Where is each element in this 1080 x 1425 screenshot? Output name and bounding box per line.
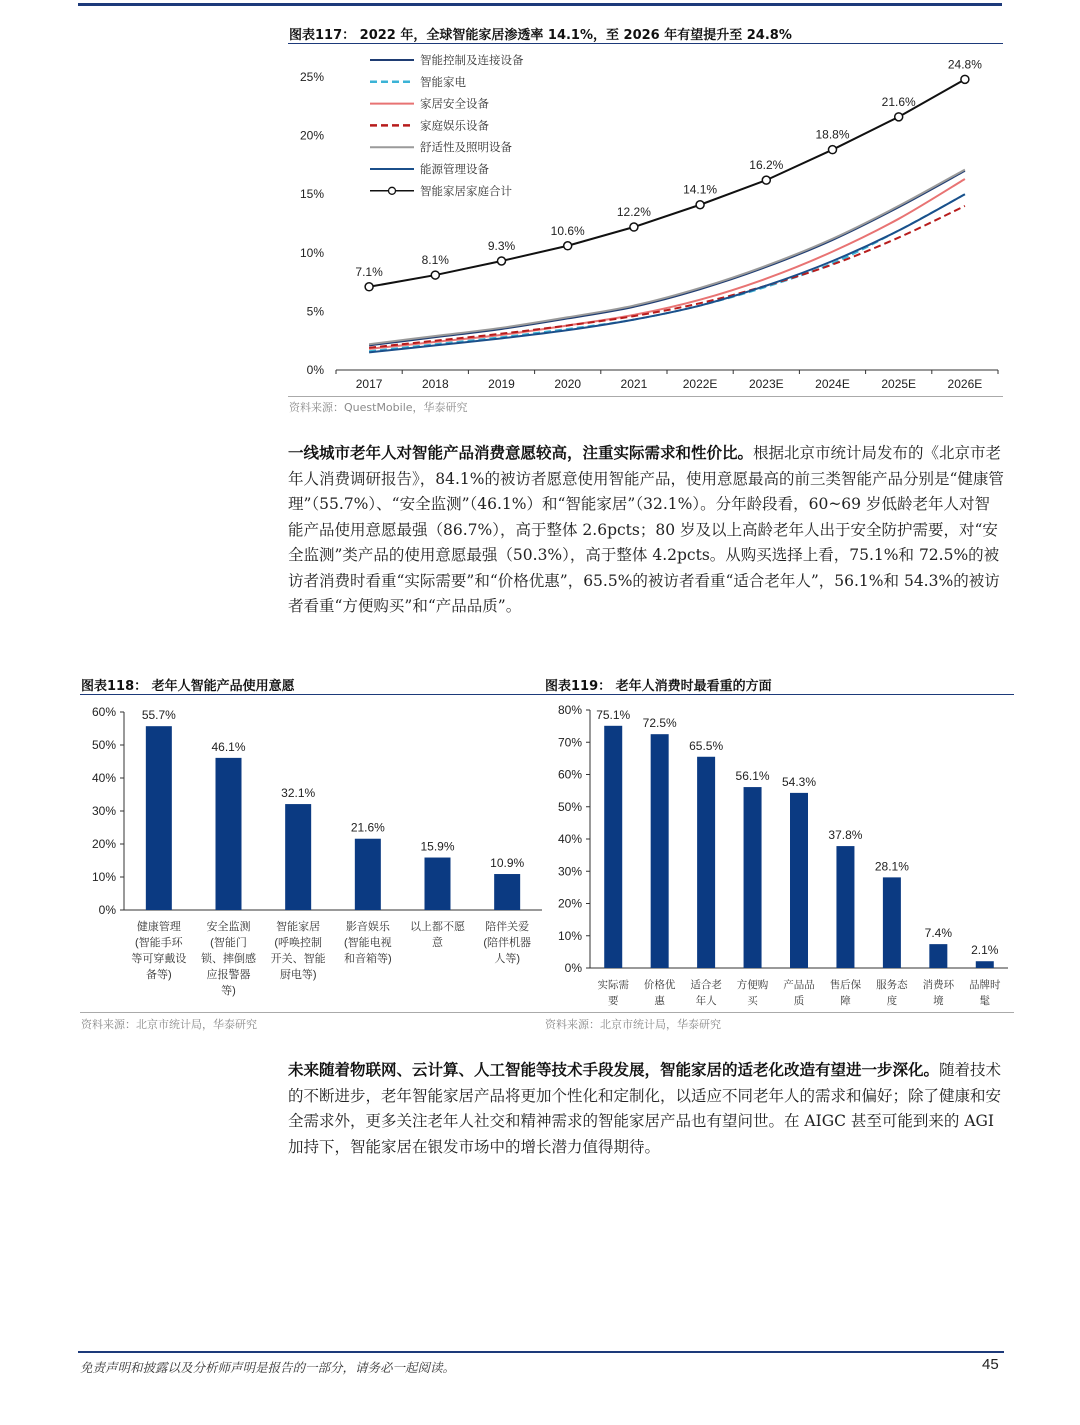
category-label: (呼唤控制 [274, 937, 323, 949]
paragraph1-body: 根据北京市统计局发布的《北京市老年人消费调研报告》，84.1%的被访者愿意使用智能产品，使用意愿最高的前三类智能产品分别是“健康管理”（55.7%）、“安全监测”（46.1%）和“智能家居”（32.1%）。分年龄段看，60~69 岁低龄老年人对智能产品使用意愿最强（86.7%），高于整体 2.6pcts；80 岁及以上高龄老年人出于安全防护需要，对“安全监测”类产品的使用意愿最强（50.3%），高于整体 4.2pcts。从购买选择上看，75.1%和 72.5%的被访者消费时看重“实际需要”和“价格优惠”，65.5%的被访者看重“适合老年人”，56.1%和 54.3%的被访者看重“方便购买”和“产品品质”。 [288, 444, 1004, 615]
category-label: 陪伴关爱 [485, 921, 530, 933]
category-label: 售后保 [829, 979, 862, 991]
fig117-source: 资料来源：QuestMobile，华泰研究 [289, 401, 468, 414]
y-tick-label: 60% [91, 705, 116, 719]
series-line-2 [369, 179, 965, 349]
bar [744, 787, 762, 968]
data-label-total: 12.2% [616, 205, 651, 220]
data-label-total: 21.6% [881, 94, 916, 109]
category-label: 惠 [654, 995, 665, 1007]
legend-label: 智能控制及连接设备 [420, 55, 524, 67]
category-label: 度 [886, 995, 898, 1007]
category-label: 髦 [979, 995, 991, 1007]
fig119-title-rule [544, 694, 1014, 695]
bar [146, 726, 172, 910]
y-tick-label: 15% [299, 187, 324, 202]
data-point-total [961, 75, 969, 83]
x-tick-label: 2019 [488, 377, 515, 391]
bar-value-label: 72.5% [642, 716, 677, 731]
category-label: (智能手环 [134, 937, 183, 949]
data-point-total [630, 223, 638, 231]
data-point-total [431, 271, 439, 279]
bar [836, 846, 854, 968]
y-tick-label: 10% [91, 870, 116, 884]
bar-chart-smart-product-willingness [80, 696, 551, 1012]
data-point-total [498, 257, 506, 265]
data-point-total [762, 176, 770, 184]
data-point-total [895, 113, 903, 121]
paragraph2-body: 随着技术的不断进步，老年智能家居产品将更加个性化和定制化，以适应不同老年人的需求和偏好；除了健康和安全需求外，更多关注老年人社交和精神需求的智能家居产品也有望问世。在 AIGC 甚至可能到来的 AGI 加持下，智能家居在银发市场中的增长潜力值得期待。 [288, 1061, 1002, 1156]
bar [604, 726, 622, 968]
x-tick-label: 2020 [554, 377, 582, 391]
bar [355, 839, 381, 910]
data-point-total [365, 283, 373, 291]
category-label: 要 [607, 995, 619, 1007]
data-label-total: 8.1% [421, 253, 449, 268]
category-label: 备等) [145, 969, 172, 981]
category-label: 和音箱等) [343, 953, 392, 965]
bar-value-label: 32.1% [281, 786, 316, 801]
page-number: 45 [982, 1356, 999, 1373]
paragraph1-lead: 一线城市老年人对智能产品消费意愿较高，注重实际需求和性价比。 [288, 443, 754, 462]
category-label: (智能门 [210, 937, 247, 949]
y-tick-label: 5% [306, 304, 324, 319]
x-tick-label: 2025E [881, 377, 917, 391]
data-point-total [829, 146, 837, 154]
header-rule [78, 3, 1002, 6]
category-label: 等) [221, 985, 236, 997]
bar [285, 804, 311, 910]
bar [883, 877, 901, 968]
bar-value-label: 65.5% [689, 738, 724, 753]
category-label: 价格优 [643, 979, 676, 991]
data-label-total: 9.3% [487, 239, 516, 254]
data-point-total [564, 242, 572, 250]
y-tick-label: 80% [557, 703, 582, 717]
bar [976, 961, 994, 968]
category-label: 智能家居 [276, 921, 321, 933]
bar-value-label: 15.9% [420, 839, 455, 854]
category-label: 消费环 [922, 979, 955, 991]
legend-label: 智能家居家庭合计 [420, 185, 512, 198]
category-label: 意 [432, 937, 443, 949]
data-label-total: 10.6% [550, 223, 585, 238]
category-label: 人等) [494, 953, 521, 965]
data-label-total: 16.2% [749, 158, 784, 173]
category-label: 安全监测 [206, 921, 251, 933]
category-label: (陪伴机器 [483, 937, 532, 949]
category-label: 开关、智能 [270, 953, 326, 965]
x-tick-label: 2017 [355, 377, 383, 391]
category-label: 锁、摔倒感 [201, 953, 256, 965]
y-tick-label: 30% [557, 864, 582, 879]
category-label: 厨电等) [279, 969, 317, 981]
bar-value-label: 75.1% [596, 707, 631, 722]
bar-value-label: 37.8% [828, 828, 863, 843]
category-label: 买 [747, 995, 758, 1007]
x-tick-label: 2021 [620, 377, 648, 391]
bar-value-label: 21.6% [350, 820, 385, 835]
paragraph-consumption-willingness [288, 440, 1004, 620]
bar [697, 757, 715, 968]
bar-value-label: 2.1% [971, 943, 999, 958]
category-label: 应报警器 [206, 969, 251, 981]
legend-marker [389, 187, 396, 194]
fig118-bottom-rule [80, 1012, 551, 1013]
x-tick-label: 2022E [682, 377, 718, 391]
y-tick-label: 60% [557, 767, 582, 782]
fig117-bottom-rule [288, 396, 1003, 397]
y-tick-label: 40% [91, 771, 116, 785]
bar [216, 758, 242, 910]
footer-rule [78, 1351, 1004, 1353]
bar-value-label: 28.1% [874, 859, 909, 874]
y-tick-label: 70% [557, 735, 582, 750]
category-label: 实际需 [597, 979, 629, 991]
data-label-total: 14.1% [683, 182, 718, 197]
fig119-bottom-rule [544, 1012, 1014, 1013]
x-tick-label: 2024E [815, 377, 850, 391]
fig119-title: 图表119： 老年人消费时最看重的方面 [545, 679, 772, 694]
bar-value-label: 7.4% [924, 926, 953, 941]
paragraph-aging-adaptation [288, 1057, 1004, 1160]
category-label: 服务态 [876, 979, 908, 991]
legend-label: 智能家电 [420, 76, 466, 89]
y-tick-label: 0% [98, 903, 116, 917]
y-tick-label: 20% [299, 128, 324, 143]
category-label: 品牌时 [969, 979, 1001, 991]
fig118-title-rule [80, 694, 551, 695]
bar [494, 874, 520, 910]
category-label: 方便购 [736, 979, 769, 991]
legend-label: 舒适性及照明设备 [420, 142, 512, 155]
bar-value-label: 10.9% [490, 856, 525, 871]
y-tick-label: 0% [564, 961, 582, 975]
data-label-total: 18.8% [815, 127, 850, 142]
series-line-3 [369, 206, 965, 348]
bar-value-label: 46.1% [211, 739, 246, 754]
bar-value-label: 56.1% [735, 769, 770, 784]
category-label: 健康管理 [136, 921, 181, 933]
y-tick-label: 10% [299, 245, 324, 260]
data-point-total [696, 201, 704, 209]
bar [651, 734, 669, 968]
category-label: (智能电视 [343, 937, 392, 949]
category-label: 障 [840, 995, 851, 1007]
category-label: 年人 [695, 995, 717, 1007]
y-tick-label: 50% [557, 799, 582, 814]
x-tick-label: 2018 [421, 377, 449, 391]
line-chart-smart-home-penetration [288, 44, 1004, 396]
fig118-title: 图表118： 老年人智能产品使用意愿 [81, 679, 295, 694]
category-label: 产品品 [783, 979, 815, 991]
bar-value-label: 55.7% [141, 708, 176, 723]
y-tick-label: 50% [91, 738, 116, 752]
legend-label: 家庭娱乐设备 [420, 120, 489, 133]
legend-label: 家居安全设备 [420, 98, 489, 111]
data-label-total: 7.1% [355, 264, 383, 279]
y-tick-label: 25% [299, 70, 324, 84]
fig119-source: 资料来源：北京市统计局，华泰研究 [545, 1018, 721, 1031]
paragraph2-lead: 未来随着物联网、云计算、人工智能等技术手段发展，智能家居的适老化改造有望进一步深化。 [288, 1060, 940, 1079]
legend-label: 能源管理设备 [420, 164, 489, 176]
bar-value-label: 54.3% [781, 774, 817, 789]
bar [790, 793, 808, 968]
x-tick-label: 2023E [748, 377, 784, 391]
data-label-total: 24.8% [947, 57, 982, 72]
category-label: 质 [793, 995, 805, 1007]
footer-disclaimer: 免责声明和披露以及分析师声明是报告的一部分，请务必一起阅读。 [80, 1360, 456, 1375]
bar-chart-consumption-priorities [544, 696, 1014, 1012]
category-label: 影音娱乐 [345, 921, 390, 933]
category-label: 适合老 [690, 979, 722, 991]
y-tick-label: 0% [306, 363, 324, 377]
fig118-source: 资料来源：北京市统计局，华泰研究 [81, 1018, 257, 1031]
y-tick-label: 40% [557, 832, 582, 846]
y-tick-label: 20% [91, 837, 116, 851]
y-tick-label: 10% [557, 928, 582, 943]
category-label: 境 [933, 995, 944, 1007]
x-tick-label: 2026E [947, 377, 983, 391]
bar [425, 858, 451, 910]
category-label: 等可穿戴设 [131, 953, 187, 965]
category-label: 以上都不愿 [410, 921, 465, 933]
fig117-title: 图表117： 2022 年，全球智能家居渗透率 14.1%，至 2026 年有望提升至 24.8% [289, 28, 792, 43]
y-tick-label: 30% [91, 804, 116, 818]
bar [929, 944, 947, 968]
y-tick-label: 20% [557, 896, 582, 911]
